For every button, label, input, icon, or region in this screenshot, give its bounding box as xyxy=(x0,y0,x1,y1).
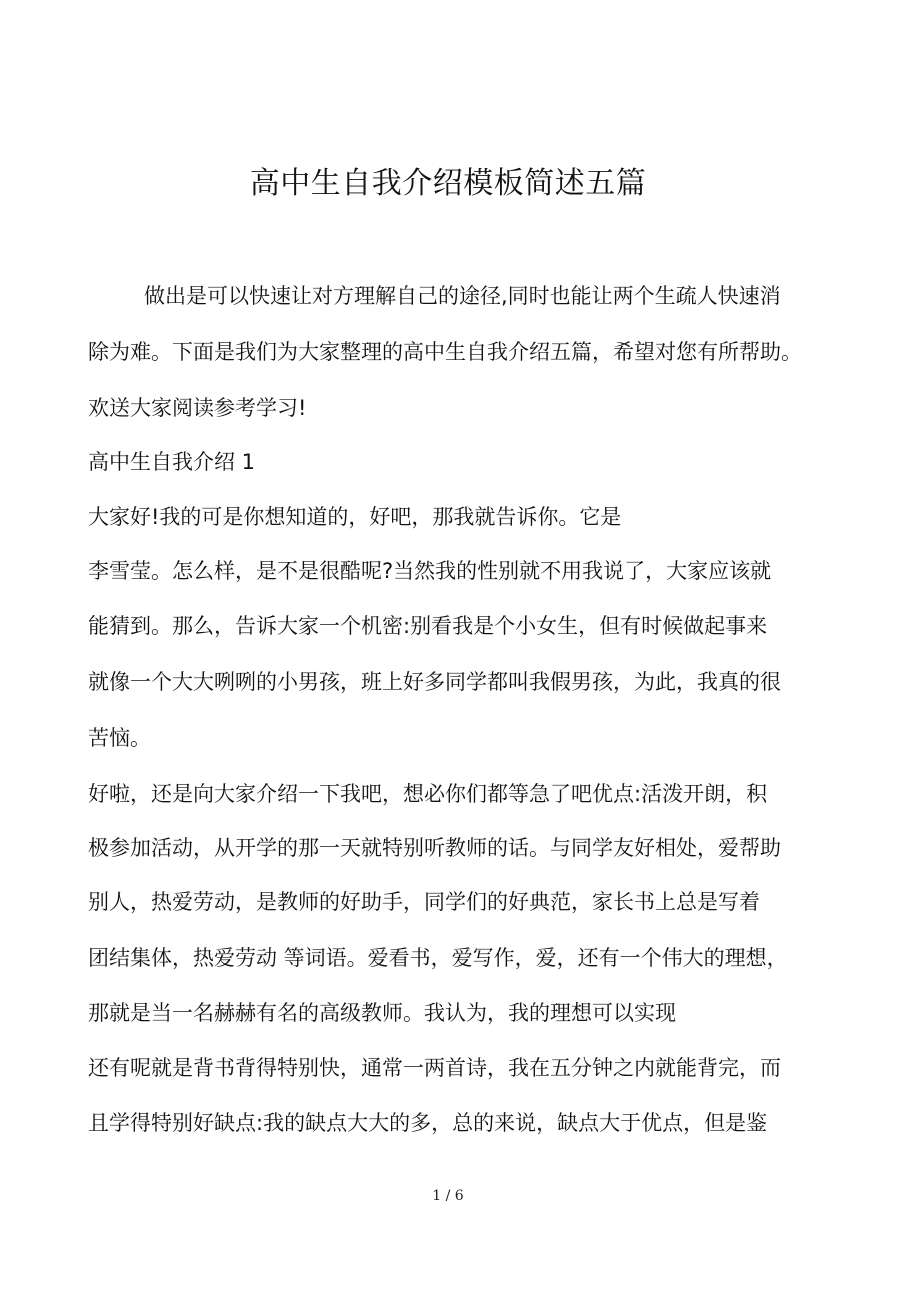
paragraph-line: 那就是当一名赫赫有名的高级教师。我认为，我的理想可以实现 xyxy=(88,1001,676,1025)
paragraph-line: 且学得特别好缺点:我的缺点大大的多，总的来说，缺点大于优点，但是鉴 xyxy=(88,1111,768,1135)
paragraph-line: 别人，热爱劳动，是教师的好助手，同学们的好典范，家长书上总是写着 xyxy=(88,890,760,914)
paragraph-line: 做出是可以快速让对方理解自己的途径,同时也能让两个生疏人快速消 xyxy=(144,284,781,308)
paragraph-line: 团结集体，热爱劳动 等词语。爱看书，爱写作，爱，还有一个伟大的理想， xyxy=(88,946,788,970)
paragraph-line: 欢送大家阅读参考学习! xyxy=(88,396,307,420)
paragraph-line: 就像一个大大咧咧的小男孩，班上好多同学都叫我假男孩，为此，我真的很 xyxy=(88,670,781,694)
paragraph-line: 好啦，还是向大家介绍一下我吧，想必你们都等急了吧优点:活泼开朗，积 xyxy=(88,782,768,806)
document-title: 高中生自我介绍模板简述五篇 xyxy=(249,166,647,201)
paragraph-line: 大家好!我的可是你想知道的，好吧，那我就告诉你。它是 xyxy=(88,505,622,529)
paragraph-line: 极参加活动，从开学的那一天就特别听教师的话。与同学友好相处，爱帮助 xyxy=(88,836,781,860)
page-number: 1 / 6 xyxy=(432,1188,464,1204)
paragraph-line: 苦恼。 xyxy=(88,726,151,750)
paragraph-line: 除为难。下面是我们为大家整理的高中生自我介绍五篇，希望对您有所帮助。 xyxy=(88,340,802,364)
paragraph-line: 还有呢就是背书背得特别快，通常一两首诗，我在五分钟之内就能背完，而 xyxy=(88,1056,781,1080)
paragraph-line: 李雪莹。怎么样，是不是很酷呢?当然我的性别就不用我说了，大家应该就 xyxy=(88,559,772,583)
section-heading: 高中生自我介绍 1 xyxy=(88,450,256,474)
paragraph-line: 能猜到。那么，告诉大家一个机密:别看我是个小女生，但有时候做起事来 xyxy=(88,614,768,638)
